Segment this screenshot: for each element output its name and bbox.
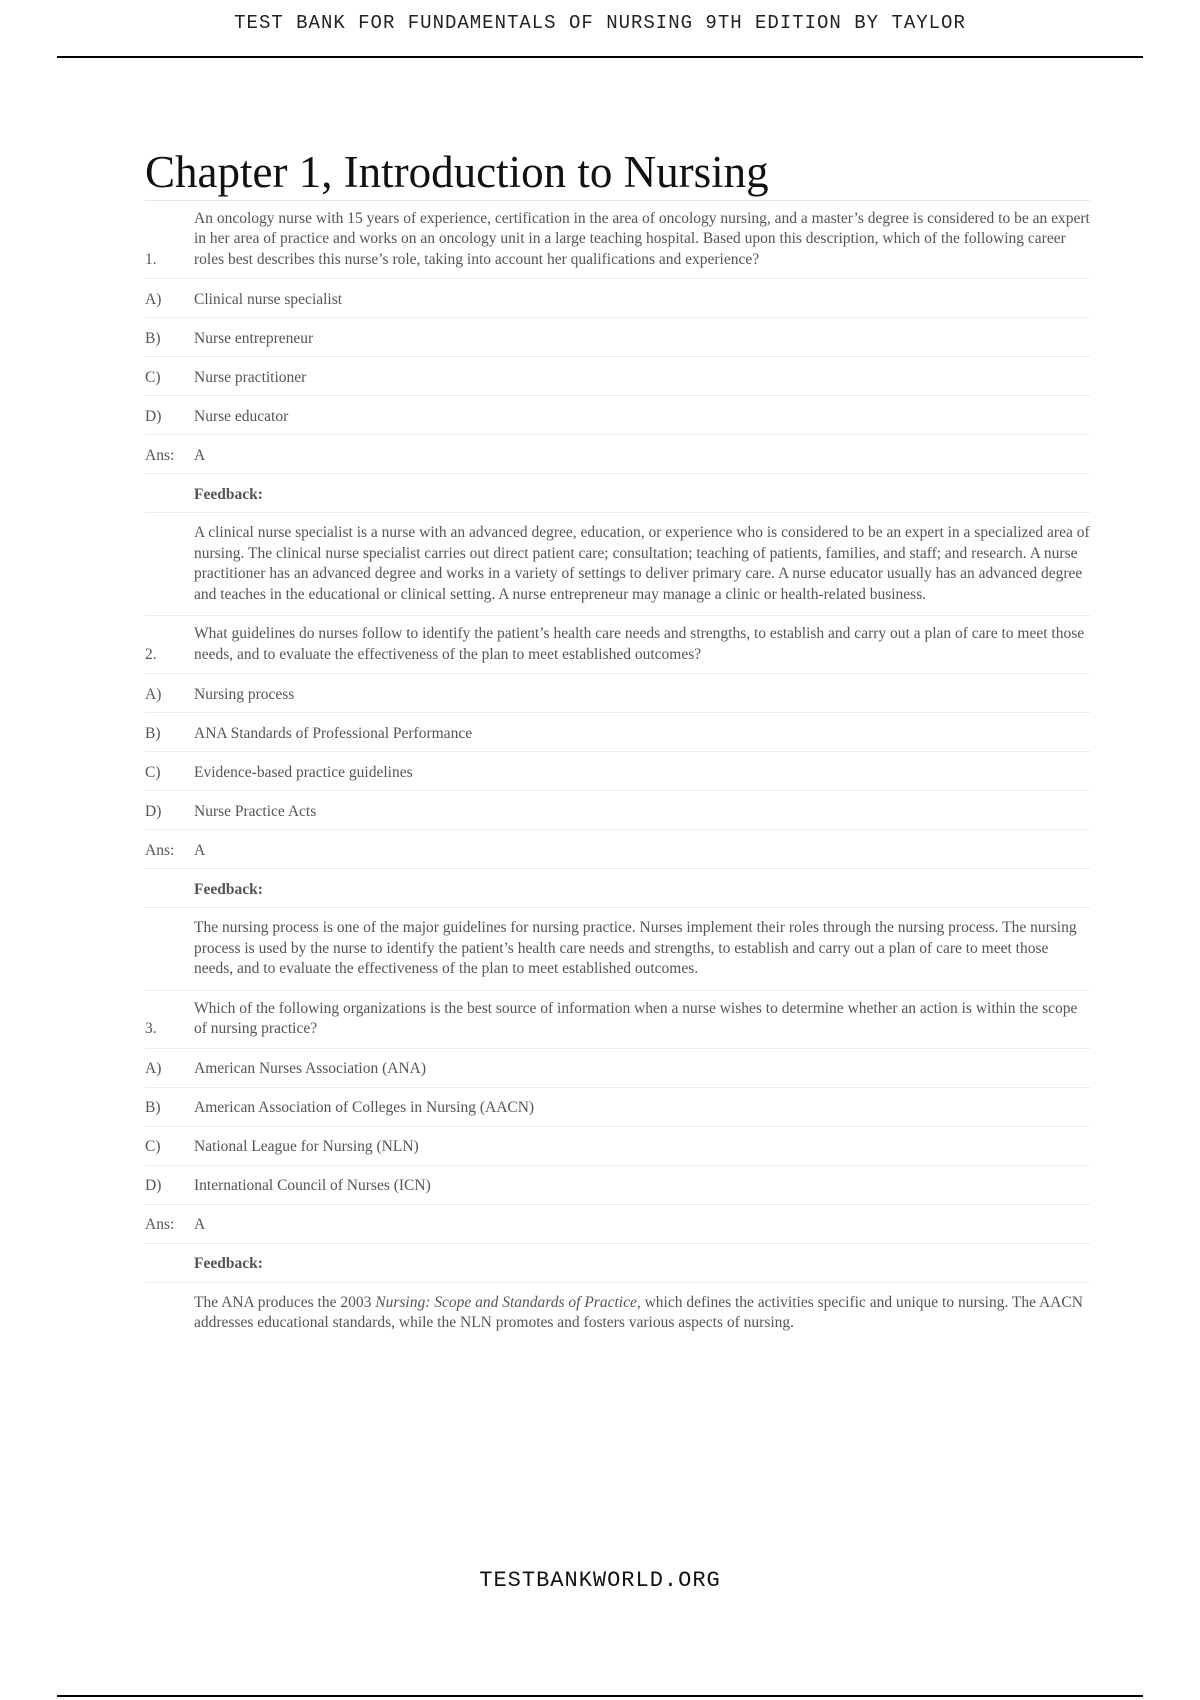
option-label: B) <box>145 724 161 742</box>
feedback-text-end: , which defines the activities specific and unique to nursing. The AACN addresses educational standards, while the NLN promotes and fosters various aspects of nursing. <box>194 1293 1083 1331</box>
option-text: American Nurses Association (ANA) <box>194 1060 427 1077</box>
question-number: 3. <box>145 1020 157 1037</box>
option-text: International Council of Nurses (ICN) <box>194 1177 431 1194</box>
feedback-header-row <box>145 474 1090 513</box>
option-row <box>145 279 1090 318</box>
option-label: A) <box>145 290 162 308</box>
option-row <box>145 1166 1090 1205</box>
question-row <box>145 201 1090 280</box>
question-row <box>145 991 1090 1049</box>
option-label: C) <box>145 763 161 781</box>
feedback-row <box>145 513 1090 616</box>
answer-label: Ans: <box>145 1216 175 1233</box>
chapter-title: Chapter 1, Introduction to Nursing <box>145 148 1090 201</box>
option-row <box>145 1088 1090 1127</box>
option-row <box>145 674 1090 713</box>
answer-row <box>145 435 1090 474</box>
feedback-text-start: The ANA produces the 2003 <box>194 1293 376 1311</box>
option-row <box>145 396 1090 435</box>
option-row <box>145 752 1090 791</box>
question-text: What guidelines do nurses follow to identify the patient’s health care needs and strengths, to establish and carry out a plan of care to meet those needs, and to evaluate the effectiveness of the plan to meet established outcomes? <box>194 625 1085 663</box>
option-row <box>145 713 1090 752</box>
option-row <box>145 318 1090 357</box>
option-label: B) <box>145 329 161 347</box>
option-row <box>145 1127 1090 1166</box>
question-number: 2. <box>145 645 157 663</box>
feedback-header-row <box>145 1244 1090 1283</box>
footer-watermark: TESTBANKWORLD.ORG <box>479 1568 721 1593</box>
answer-row <box>145 830 1090 869</box>
option-text: ANA Standards of Professional Performance <box>194 724 473 742</box>
option-label: D) <box>145 1177 162 1194</box>
option-text: Evidence-based practice guidelines <box>194 763 413 781</box>
question-row <box>145 616 1090 674</box>
question-text: An oncology nurse with 15 years of experience, certification in the area of oncology nursing, and a master’s degree is considered to be an expert in her area of practice and works on an oncology unit in a large teaching hospital. Based upon this description, which of the following career roles best describes this nurse’s role, taking into account her qualifications and experience? <box>194 209 1090 268</box>
header-title: TEST BANK FOR FUNDAMENTALS OF NURSING 9TH EDITION BY TAYLOR <box>234 12 966 34</box>
option-text: Nurse entrepreneur <box>194 329 314 347</box>
answer-value: A <box>194 1216 206 1233</box>
feedback-heading: Feedback: <box>194 880 263 898</box>
option-row <box>145 1049 1090 1088</box>
answer-label: Ans: <box>145 841 175 859</box>
feedback-text: The nursing process is one of the major guidelines for nursing practice. Nurses implement their roles through the nursing process. The nursing process is used by the nurse to identify the patient’s health care needs and strengths, to establish and carry out a plan of care to meet those needs, and to evaluate the effectiveness of the plan to meet established outcomes. <box>194 919 1077 977</box>
option-label: C) <box>145 1138 161 1155</box>
option-text: Nurse Practice Acts <box>194 802 317 820</box>
option-label: A) <box>145 1060 162 1077</box>
question-number: 1. <box>145 250 157 268</box>
option-label: D) <box>145 802 162 820</box>
option-text: Nursing process <box>194 685 295 703</box>
answer-label: Ans: <box>145 446 175 464</box>
option-text: American Association of Colleges in Nursing (AACN) <box>194 1099 535 1116</box>
option-text: National League for Nursing (NLN) <box>194 1138 419 1155</box>
option-text: Nurse practitioner <box>194 368 307 386</box>
answer-row <box>145 1205 1090 1244</box>
feedback-text <box>194 1293 1090 1334</box>
document-body <box>145 148 1090 1344</box>
feedback-row <box>145 908 1090 991</box>
option-text: Clinical nurse specialist <box>194 290 343 308</box>
option-label: C) <box>145 368 161 386</box>
feedback-book-title: Nursing: Scope and Standards of Practice <box>375 1293 637 1311</box>
answer-value: A <box>194 446 206 464</box>
answer-value: A <box>194 841 206 859</box>
option-text: Nurse educator <box>194 407 289 425</box>
feedback-row <box>145 1283 1090 1344</box>
page-header <box>57 0 1143 58</box>
feedback-heading: Feedback: <box>194 1255 263 1272</box>
option-row <box>145 357 1090 396</box>
option-label: A) <box>145 685 162 703</box>
footer-rule <box>57 1695 1143 1697</box>
option-label: D) <box>145 407 162 425</box>
feedback-header-row <box>145 869 1090 908</box>
option-row <box>145 791 1090 830</box>
feedback-text: A clinical nurse specialist is a nurse with an advanced degree, education, or experience who is considered to be an expert in a specialized area of nursing. The clinical nurse specialist carries out direct patient care; consultation; teaching of patients, families, and staff; and research. A nurse practitioner has an advanced degree and works in a variety of settings to deliver primary care. A nurse educator usually has an advanced degree and teaches in the educational or clinical setting. A nurse entrepreneur may manage a clinic or health-related business. <box>194 524 1090 603</box>
question-text: Which of the following organizations is the best source of information when a nurse wishes to determine whether an action is within the scope of nursing practice? <box>194 999 1078 1037</box>
feedback-heading: Feedback: <box>194 485 263 503</box>
option-label: B) <box>145 1099 161 1116</box>
